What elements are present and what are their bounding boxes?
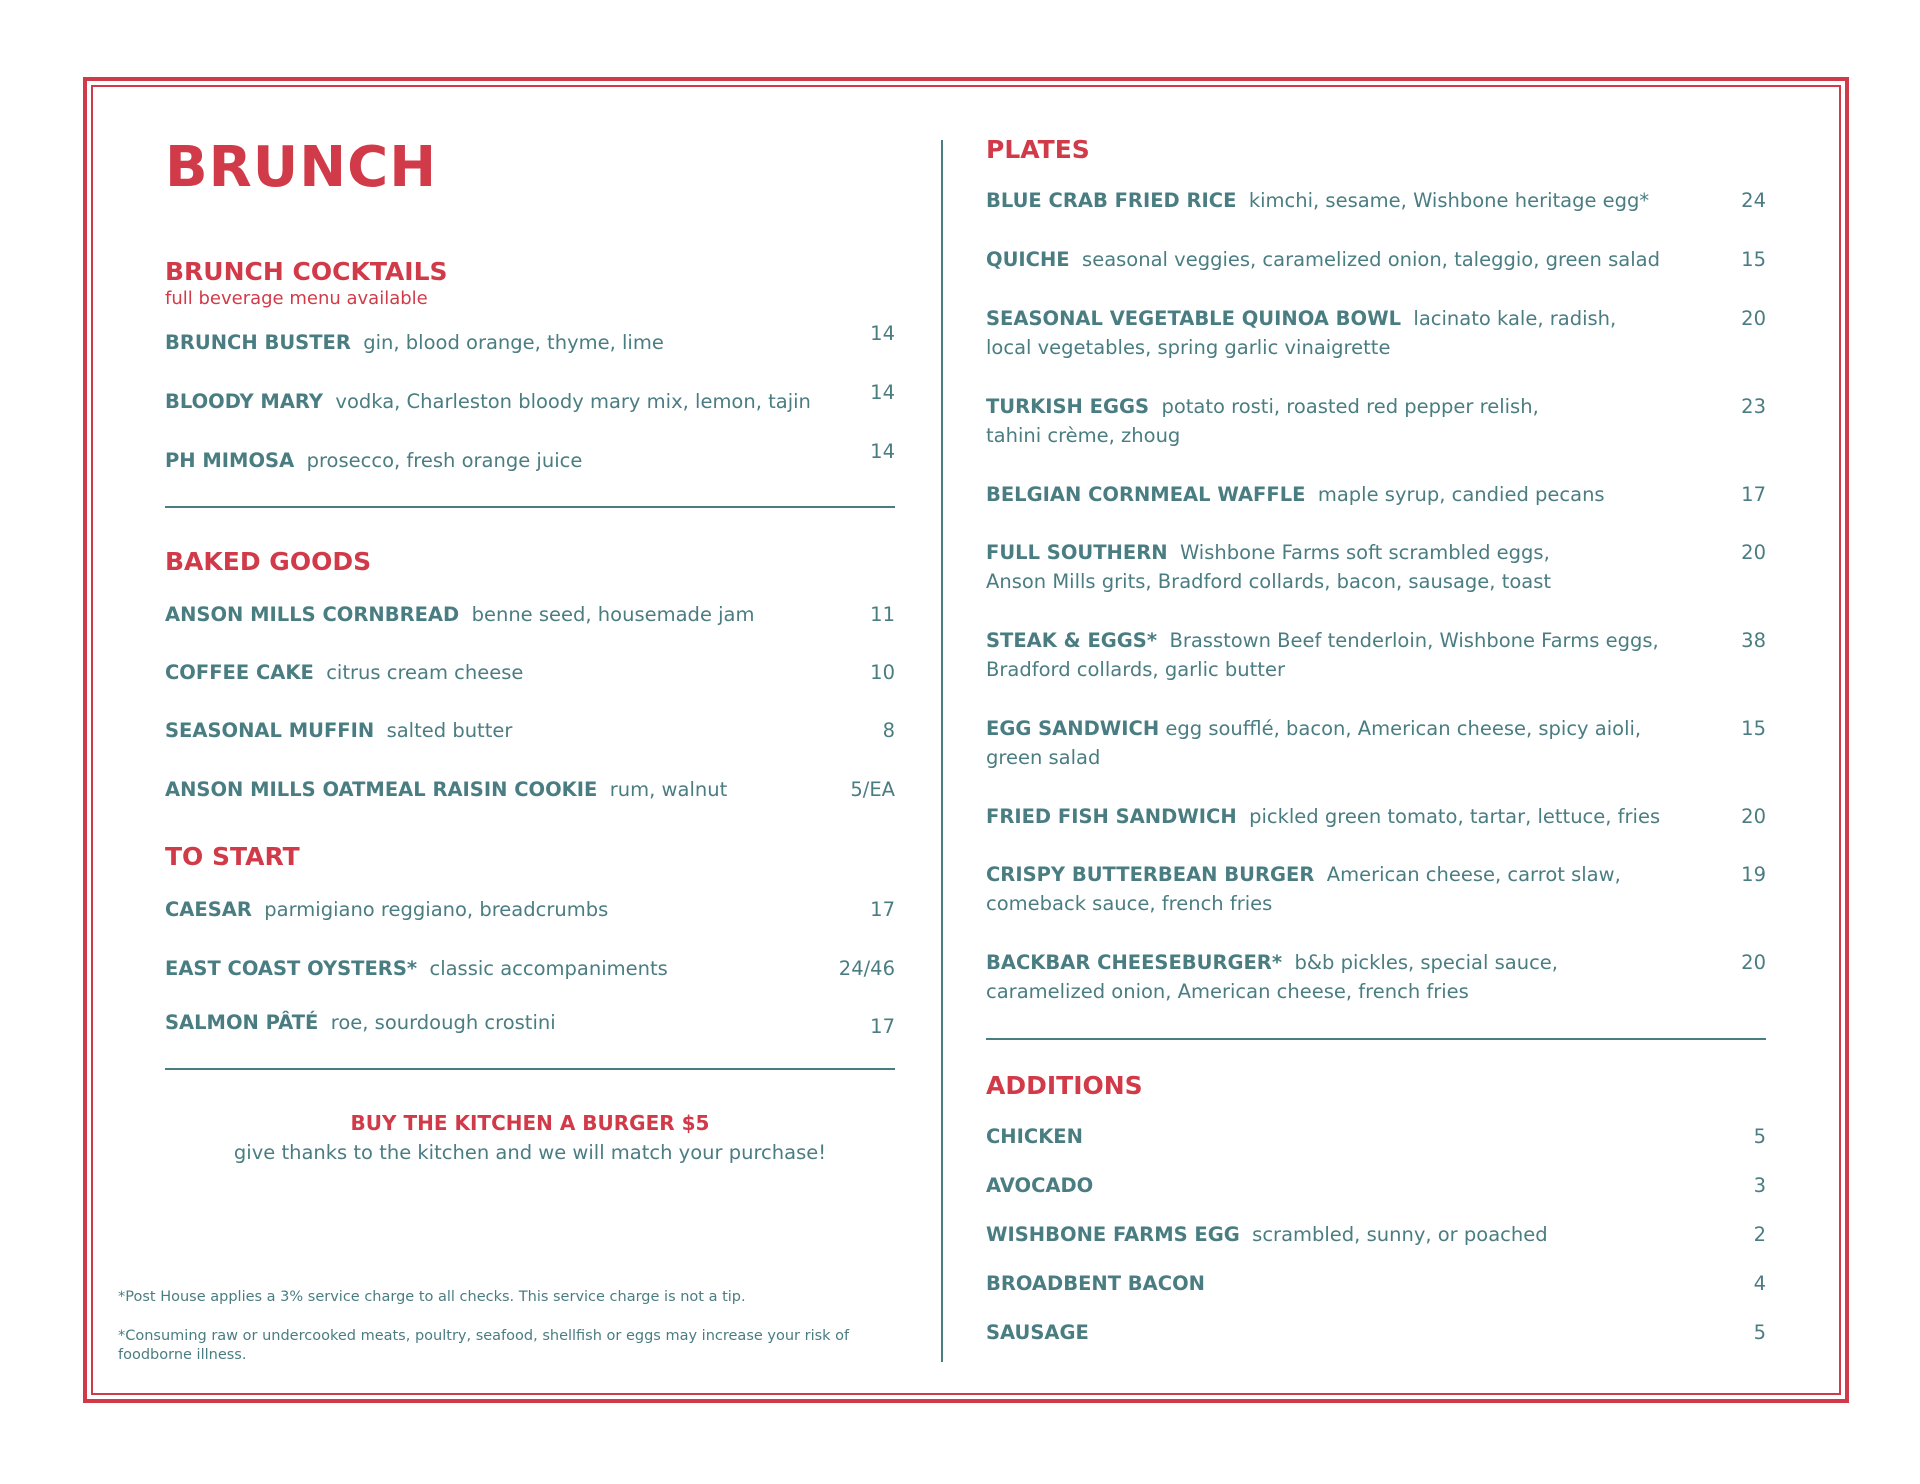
section-title: BRUNCH COCKTAILS [165,257,448,286]
menu-item [986,802,1766,860]
menu-item [986,626,1766,714]
menu-item [986,480,1766,538]
section-title: PLATES [986,135,1090,164]
footnote-raw-food: *Consuming raw or undercooked meats, poultry, seafood, shellfish or eggs may increase your risk of foodborne illness. [118,1328,850,1363]
menu-item [986,538,1766,626]
right-column [986,130,1766,1358]
item-name: BLOODY MARY [165,390,323,413]
menu-item [165,1008,895,1048]
menu-item [986,1171,1766,1220]
item-description-line2: caramelized onion, American cheese, french fries [986,980,1469,1003]
item-price: 24 [1741,189,1766,212]
item-description: pickled green tomato, tartar, lettuce, fries [1249,805,1661,828]
item-description: b&b pickles, special sauce, [1294,951,1559,974]
item-price: 14 [870,381,895,404]
section-divider [165,506,895,508]
item-name: CRISPY BUTTERBEAN BURGER [986,863,1315,886]
column-divider [941,140,943,1362]
item-list [165,895,895,1048]
item-name: COFFEE CAKE [165,661,314,684]
item-name: CAESAR [165,898,252,921]
item-list [165,322,895,486]
item-name: QUICHE [986,248,1070,271]
item-name: SALMON PÂTÉ [165,1011,319,1034]
item-description: American cheese, carrot slaw, [1326,863,1621,886]
item-price: 17 [1741,483,1766,506]
menu-item [986,1220,1766,1269]
item-description: benne seed, housemade jam [471,603,755,626]
item-list [165,600,895,815]
item-price: 2 [1753,1223,1766,1246]
menu-item [986,304,1766,392]
item-description-line2: green salad [986,746,1101,769]
menu-item [165,440,895,486]
section-additions [986,1070,1766,1358]
item-price: 4 [1753,1272,1766,1295]
promo-block [165,1108,895,1168]
item-description: salted butter [386,719,513,742]
item-price: 19 [1741,863,1766,886]
promo-title: BUY THE KITCHEN A BURGER $5 [350,1111,710,1135]
menu-title: BRUNCH [165,135,438,200]
item-description: scrambled, sunny, or poached [1252,1223,1548,1246]
section-cocktails [165,256,895,486]
item-name: AVOCADO [986,1174,1094,1197]
left-column [165,130,895,1168]
section-note: full beverage menu available [165,288,428,309]
section-title: BAKED GOODS [165,547,372,576]
item-name: EGG SANDWICH [986,717,1160,740]
menu-item [165,775,895,815]
item-name: ANSON MILLS CORNBREAD [165,603,460,626]
promo-subtitle: give thanks to the kitchen and we will match your purchase! [233,1141,827,1164]
item-price: 17 [870,898,895,921]
item-description-line2: tahini crème, zhoug [986,424,1181,447]
menu-item [165,658,895,716]
item-description: seasonal veggies, caramelized onion, taleggio, green salad [1082,248,1660,271]
menu-item [165,895,895,954]
section-divider [165,1068,895,1070]
item-name: SEASONAL VEGETABLE QUINOA BOWL [986,307,1402,330]
item-description: parmigiano reggiano, breadcrumbs [264,898,609,921]
menu-item [986,186,1766,245]
item-description-line2: Bradford collards, garlic butter [986,658,1285,681]
item-name: EAST COAST OYSTERS* [165,957,418,980]
item-name: FRIED FISH SANDWICH [986,805,1237,828]
menu-item [986,1318,1766,1358]
item-name: STEAK & EGGS* [986,629,1158,652]
menu-item [165,322,895,387]
footnote-service-charge: *Post House applies a 3% service charge to all checks. This service charge is not a tip. [118,1289,746,1305]
section-plates [986,134,1766,1008]
item-description: classic accompaniments [429,957,668,980]
menu-item [165,716,895,775]
section-title: ADDITIONS [986,1071,1143,1100]
item-price: 5 [1753,1321,1766,1344]
menu-item [165,381,895,446]
item-price: 3 [1753,1174,1766,1197]
item-description: maple syrup, candied pecans [1317,483,1605,506]
item-price: 14 [870,322,895,345]
menu-item [986,948,1766,1008]
item-name: BLUE CRAB FRIED RICE [986,189,1237,212]
item-description: vodka, Charleston bloody mary mix, lemon, tajin [335,390,811,413]
menu-item [986,245,1766,304]
item-price: 5 [1753,1125,1766,1148]
item-name: SEASONAL MUFFIN [165,719,375,742]
item-price: 10 [870,661,895,684]
menu-item [165,954,895,1008]
item-price: 20 [1741,541,1766,564]
item-name: BROADBENT BACON [986,1272,1205,1295]
section-to-start [165,841,895,1048]
item-price: 15 [1741,248,1766,271]
item-description: rum, walnut [609,778,728,801]
item-list [986,186,1766,1008]
section-baked-goods [165,546,895,815]
item-description: prosecco, fresh orange juice [306,449,583,472]
item-name: FULL SOUTHERN [986,541,1168,564]
item-price: 24/46 [838,957,895,980]
item-name: PH MIMOSA [165,449,295,472]
item-price: 23 [1741,395,1766,418]
item-description: potato rosti, roasted red pepper relish, [1161,395,1539,418]
item-name: BACKBAR CHEESEBURGER* [986,951,1283,974]
item-name: WISHBONE FARMS EGG [986,1223,1240,1246]
item-price: 17 [870,1015,895,1038]
item-price: 11 [870,603,895,626]
item-description: gin, blood orange, thyme, lime [363,331,664,354]
item-price: 15 [1741,717,1766,740]
menu-item [986,860,1766,948]
item-name: SAUSAGE [986,1321,1089,1344]
menu-item [165,600,895,658]
item-list [986,1122,1766,1358]
item-price: 20 [1741,307,1766,330]
item-price: 20 [1741,951,1766,974]
item-name: CHICKEN [986,1125,1083,1148]
menu-item [986,392,1766,480]
item-name: TURKISH EGGS [986,395,1150,418]
menu-item [986,1122,1766,1171]
item-price: 14 [870,440,895,463]
item-description: roe, sourdough crostini [330,1011,556,1034]
item-description-line2: Anson Mills grits, Bradford collards, bacon, sausage, toast [986,570,1552,593]
item-description: lacinato kale, radish, [1413,307,1617,330]
item-price: 8 [882,719,895,742]
section-divider [986,1038,1766,1040]
section-title: TO START [165,842,300,871]
item-description: Wishbone Farms soft scrambled eggs, [1179,541,1550,564]
item-price: 38 [1741,629,1766,652]
item-description: egg soufflé, bacon, American cheese, spicy aioli, [1165,717,1642,740]
item-price: 5/EA [850,778,895,801]
item-name: BELGIAN CORNMEAL WAFFLE [986,483,1306,506]
item-description-line2: comeback sauce, french fries [986,892,1273,915]
menu-item [986,1269,1766,1318]
menu-item [986,714,1766,802]
item-description-line2: local vegetables, spring garlic vinaigrette [986,336,1391,359]
item-name: BRUNCH BUSTER [165,331,351,354]
item-name: ANSON MILLS OATMEAL RAISIN COOKIE [165,778,598,801]
item-description: Brasstown Beef tenderloin, Wishbone Farms eggs, [1169,629,1659,652]
item-description: citrus cream cheese [326,661,524,684]
item-description: kimchi, sesame, Wishbone heritage egg* [1248,189,1650,212]
item-price: 20 [1741,805,1766,828]
